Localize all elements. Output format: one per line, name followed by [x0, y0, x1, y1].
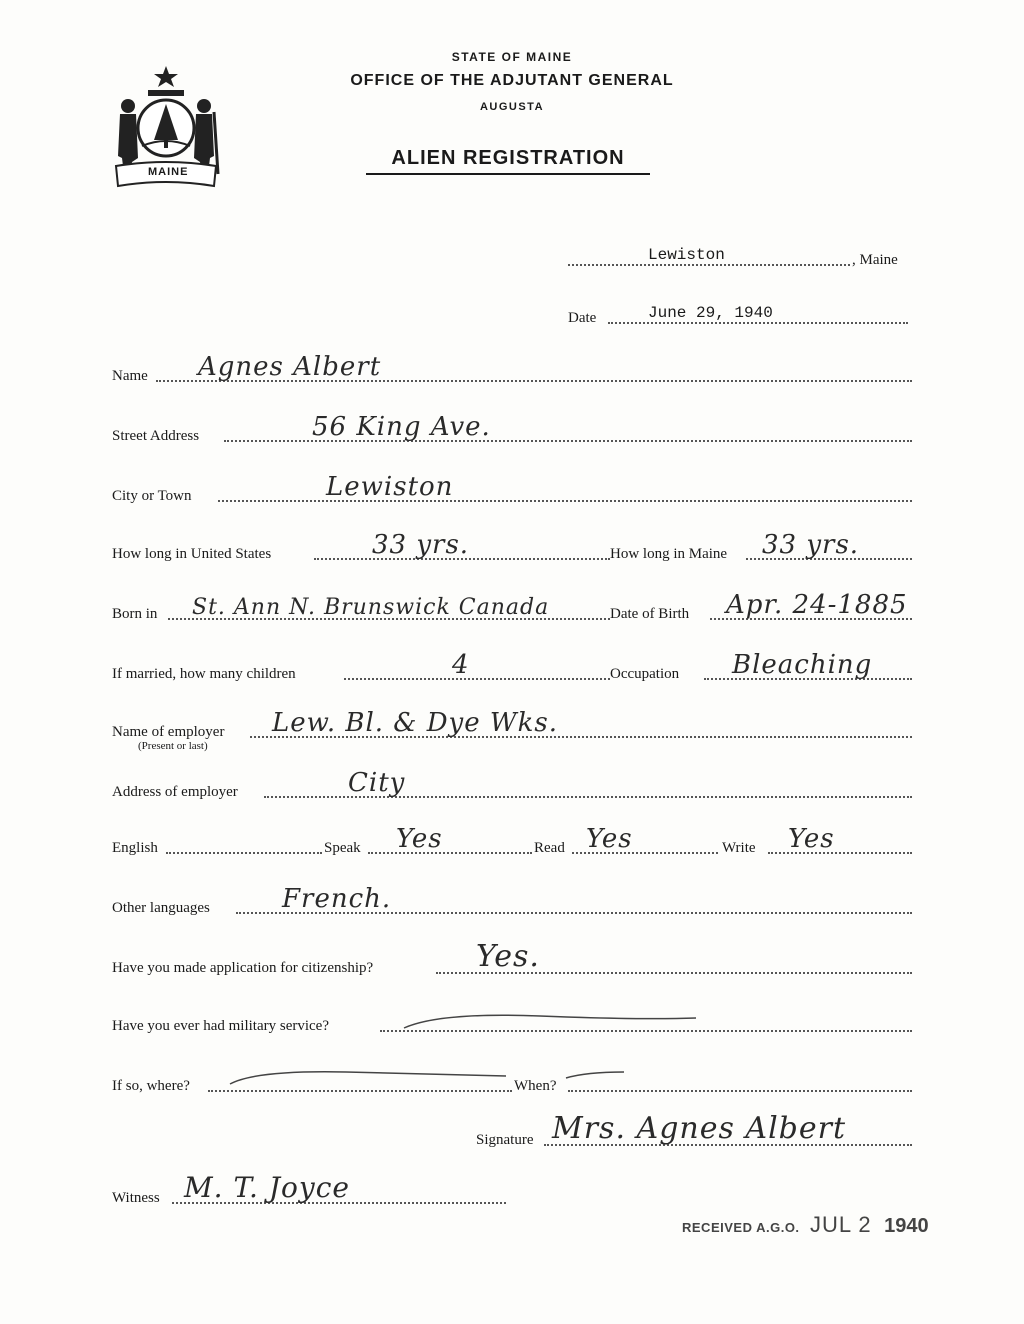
- employer-address-field: [112, 768, 912, 800]
- other-languages-label: Other languages: [112, 900, 210, 916]
- dob-label: Date of Birth: [610, 606, 690, 622]
- place-suffix: , Maine: [852, 252, 898, 268]
- me-length-label: How long in Maine: [610, 546, 728, 562]
- employer-sublabel: (Present or last): [138, 740, 208, 752]
- received-stamp: [682, 1212, 929, 1238]
- received-stamp-year: 1940: [884, 1215, 929, 1237]
- where-dash-mark: [226, 1064, 626, 1088]
- state-heading: STATE OF MAINE: [451, 50, 573, 64]
- signature-label: Signature: [476, 1132, 534, 1148]
- us-length-value: 33 yrs.: [372, 530, 470, 560]
- write-value: Yes: [788, 824, 835, 854]
- seal-banner-text: MAINE: [148, 166, 189, 178]
- city-heading: AUGUSTA: [479, 101, 545, 113]
- family-occupation-field: [112, 650, 912, 682]
- us-length-label: How long in United States: [112, 546, 272, 562]
- place-value: Lewiston: [648, 246, 725, 264]
- witness-label: Witness: [112, 1190, 160, 1206]
- street-address-field: [112, 412, 912, 444]
- name-label: Name: [112, 368, 148, 384]
- date-value: June 29, 1940: [648, 304, 773, 322]
- citizenship-label: Have you made application for citizenship?: [112, 960, 374, 976]
- speak-value: Yes: [396, 824, 443, 854]
- born-in-label: Born in: [112, 606, 158, 622]
- witness-value: M. T. Joyce: [184, 1171, 350, 1204]
- born-in-value: St. Ann N. Brunswick Canada: [192, 595, 550, 620]
- employer-label: Name of employer: [112, 724, 225, 740]
- read-value: Yes: [586, 824, 633, 854]
- occupation-value: Bleaching: [732, 650, 873, 680]
- residence-length-field: [112, 530, 912, 562]
- employer-field: [112, 708, 912, 740]
- english-field: [112, 824, 912, 856]
- where-line: [208, 1090, 512, 1092]
- other-languages-field: [112, 884, 912, 916]
- write-label: Write: [722, 840, 756, 856]
- place-field: [568, 244, 912, 268]
- children-line: [344, 678, 610, 680]
- employer-value: Lew. Bl. & Dye Wks.: [272, 708, 558, 738]
- received-stamp-label: RECEIVED A.G.O.: [682, 1220, 800, 1235]
- city-label: City or Town: [112, 488, 192, 504]
- signature-value: Mrs. Agnes Albert: [552, 1111, 847, 1146]
- english-line: [166, 852, 322, 854]
- city-value: Lewiston: [326, 472, 454, 502]
- military-dash-mark: [400, 1008, 700, 1032]
- street-address-value: 56 King Ave.: [312, 412, 491, 442]
- me-length-value: 33 yrs.: [762, 530, 860, 560]
- children-label: If married, how many children: [112, 666, 296, 682]
- received-stamp-date: JUL 2: [810, 1212, 872, 1237]
- read-label: Read: [534, 840, 565, 856]
- speak-label: Speak: [324, 840, 361, 856]
- employer-address-label: Address of employer: [112, 784, 238, 800]
- date-field: [568, 302, 912, 326]
- date-line: [608, 322, 908, 324]
- street-address-label: Street Address: [112, 428, 200, 444]
- citizenship-value: Yes.: [476, 939, 540, 974]
- place-line: [568, 264, 850, 266]
- dob-value: Apr. 24-1885: [726, 590, 908, 620]
- office-heading: OFFICE OF THE ADJUTANT GENERAL: [350, 72, 674, 89]
- occupation-label: Occupation: [610, 666, 680, 682]
- city-line: [218, 500, 912, 502]
- name-value: Agnes Albert: [198, 352, 382, 382]
- where-label: If so, where?: [112, 1078, 190, 1094]
- date-label: Date: [568, 310, 597, 326]
- children-value: 4: [452, 650, 470, 680]
- when-line: [568, 1090, 912, 1092]
- citizenship-field: [112, 939, 912, 976]
- other-languages-value: French.: [282, 884, 392, 914]
- employer-address-value: City: [348, 768, 406, 798]
- name-field: [112, 352, 912, 384]
- military-label: Have you ever had military service?: [112, 1018, 329, 1034]
- form-title: ALIEN REGISTRATION: [366, 147, 650, 175]
- witness-field: [112, 1171, 508, 1206]
- birth-field: [112, 590, 912, 622]
- signature-field: [476, 1111, 912, 1148]
- city-field: [112, 472, 912, 504]
- english-label: English: [112, 840, 158, 856]
- speak-line: [368, 852, 532, 854]
- when-label: When?: [514, 1078, 557, 1094]
